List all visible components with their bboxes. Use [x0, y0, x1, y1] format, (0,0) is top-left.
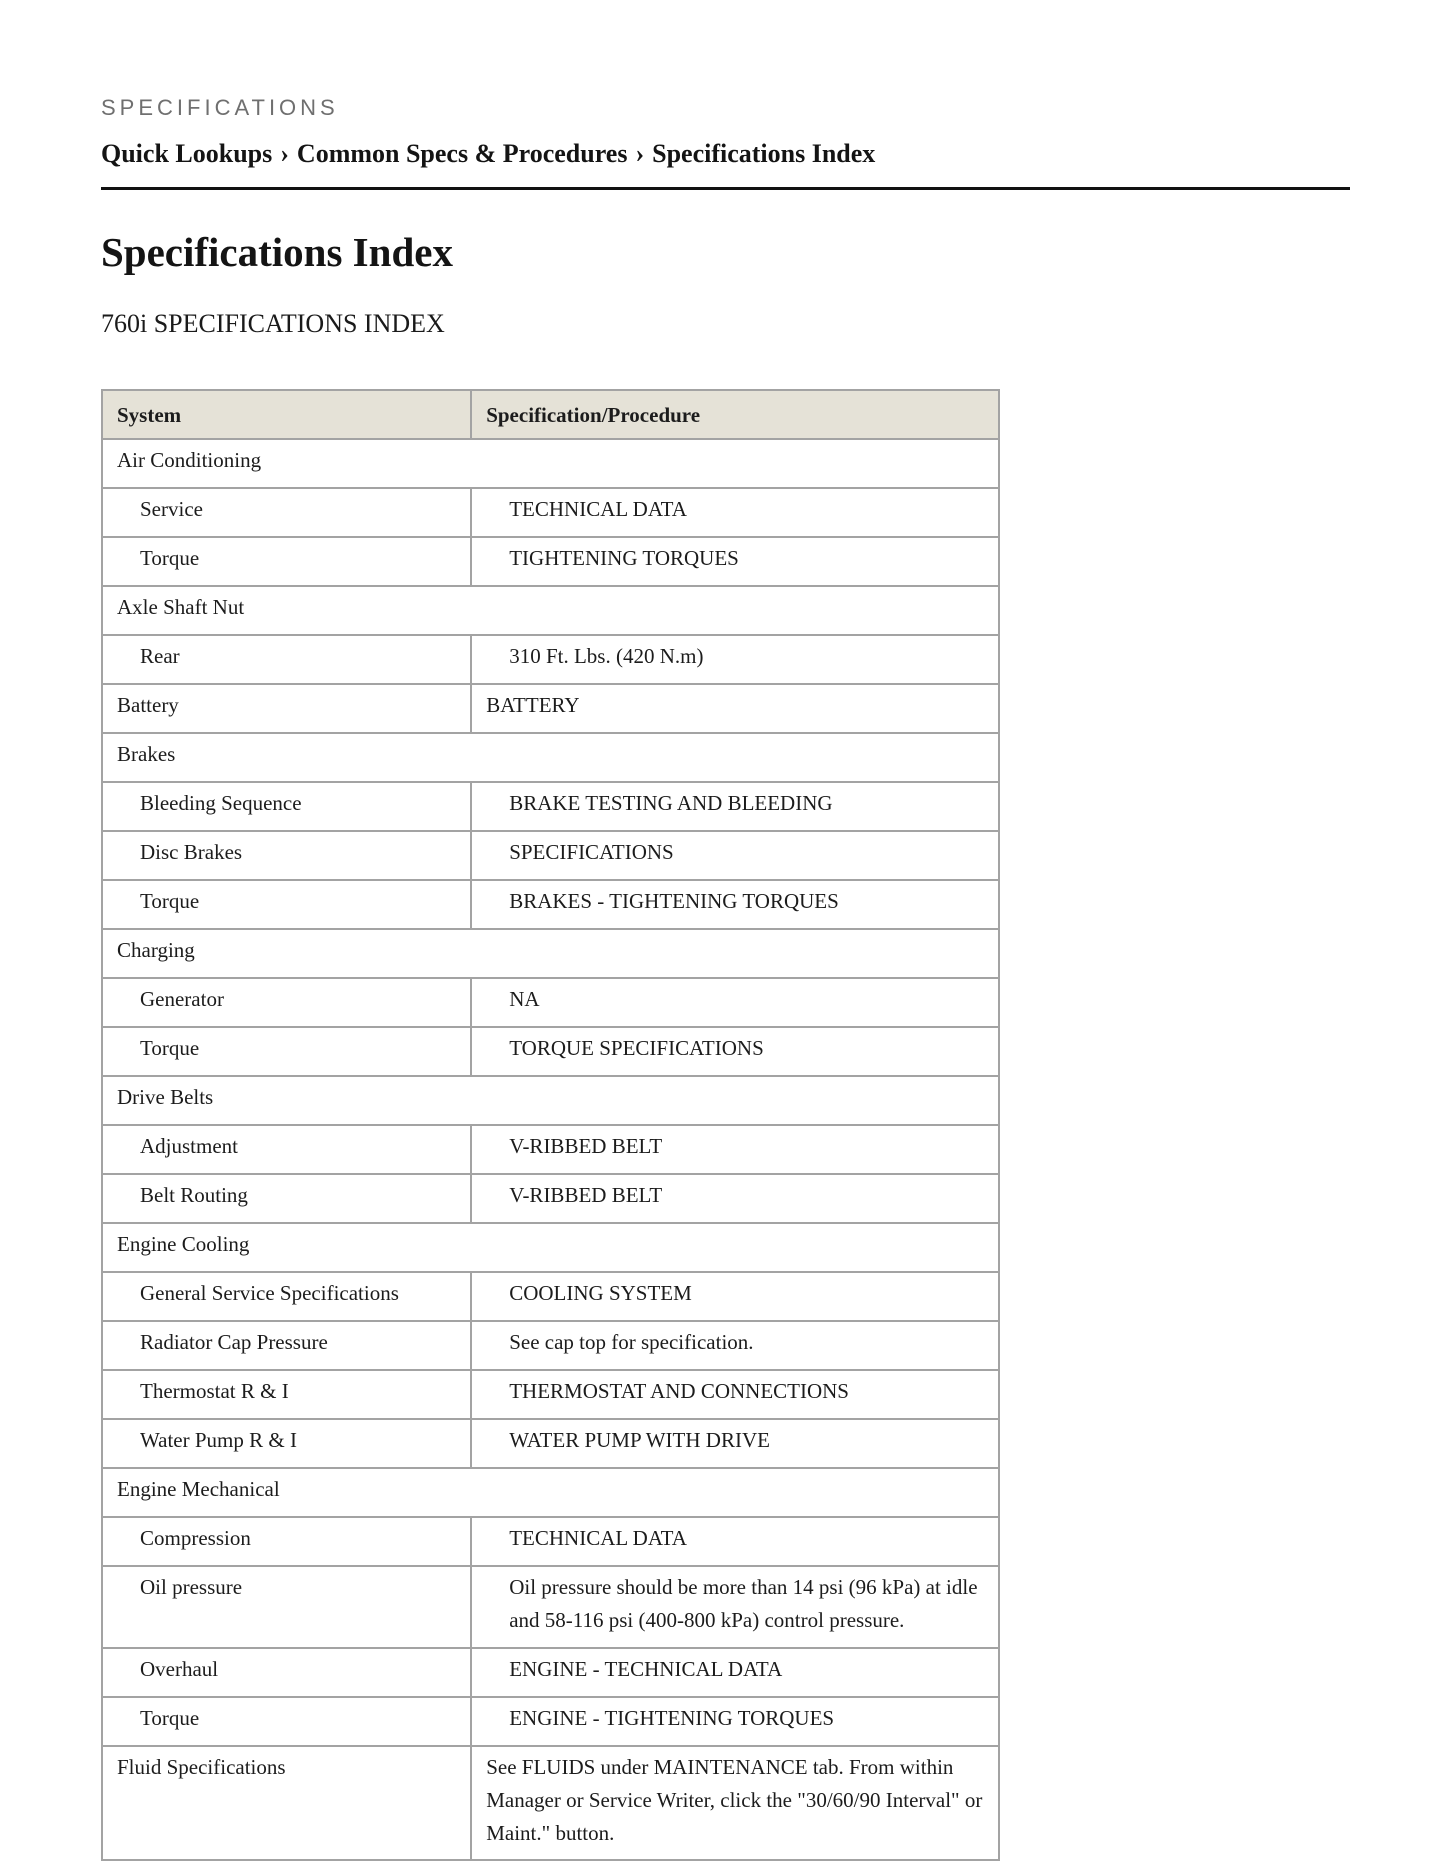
table-row [102, 684, 999, 733]
specification-cell: BATTERY [471, 684, 999, 733]
group-label: Engine Mechanical [102, 1468, 999, 1517]
system-cell: General Service Specifications [102, 1272, 471, 1321]
system-cell: Water Pump R & I [102, 1419, 471, 1468]
table-row [102, 635, 999, 684]
breadcrumb-separator: › [635, 139, 645, 168]
specifications-table [101, 389, 1000, 1861]
column-header-system: System [102, 390, 471, 439]
specification-cell: V-RIBBED BELT [471, 1174, 999, 1223]
table-body [102, 439, 999, 1860]
column-header-specification: Specification/Procedure [471, 390, 999, 439]
specification-cell: ENGINE - TIGHTENING TORQUES [471, 1697, 999, 1746]
table-row [102, 1272, 999, 1321]
table-row [102, 1566, 999, 1648]
system-cell: Torque [102, 537, 471, 586]
system-cell: Torque [102, 1027, 471, 1076]
group-label: Air Conditioning [102, 439, 999, 488]
table-row [102, 880, 999, 929]
specification-cell: WATER PUMP WITH DRIVE [471, 1419, 999, 1468]
page-subtitle: 760i SPECIFICATIONS INDEX [101, 309, 445, 338]
system-cell: Battery [102, 684, 471, 733]
table-row [102, 1419, 999, 1468]
table-row [102, 1517, 999, 1566]
table-row [102, 488, 999, 537]
table-group-row [102, 1076, 999, 1125]
system-cell: Belt Routing [102, 1174, 471, 1223]
table-row [102, 1370, 999, 1419]
table-group-row [102, 1468, 999, 1517]
specification-cell: COOLING SYSTEM [471, 1272, 999, 1321]
specification-cell: 310 Ft. Lbs. (420 N.m) [471, 635, 999, 684]
table-row [102, 1648, 999, 1697]
group-label: Drive Belts [102, 1076, 999, 1125]
system-cell: Torque [102, 880, 471, 929]
table-group-row [102, 439, 999, 488]
table-row [102, 1125, 999, 1174]
page-title: Specifications Index [101, 229, 453, 275]
specification-cell: TECHNICAL DATA [471, 488, 999, 537]
table-row [102, 782, 999, 831]
table-group-row [102, 1223, 999, 1272]
system-cell: Torque [102, 1697, 471, 1746]
table-row [102, 1027, 999, 1076]
system-cell: Fluid Specifications [102, 1746, 471, 1860]
table-row [102, 1321, 999, 1370]
system-cell: Bleeding Sequence [102, 782, 471, 831]
specification-cell: Oil pressure should be more than 14 psi (96 kPa) at idle and 58-116 psi (400-800 kPa) control pressure. [471, 1566, 999, 1648]
table-header-row [102, 390, 999, 439]
table-group-row [102, 929, 999, 978]
table-group-row [102, 586, 999, 635]
system-cell: Disc Brakes [102, 831, 471, 880]
specification-cell: TORQUE SPECIFICATIONS [471, 1027, 999, 1076]
header-divider [101, 187, 1350, 190]
specification-cell: TIGHTENING TORQUES [471, 537, 999, 586]
specification-cell: See FLUIDS under MAINTENANCE tab. From within Manager or Service Writer, click the "30/60/90 Interval" or Maint." button. [471, 1746, 999, 1860]
system-cell: Oil pressure [102, 1566, 471, 1648]
specification-cell: See cap top for specification. [471, 1321, 999, 1370]
system-cell: Rear [102, 635, 471, 684]
table-group-row [102, 733, 999, 782]
table-row [102, 1746, 999, 1860]
breadcrumb-separator: › [280, 139, 289, 168]
system-cell: Service [102, 488, 471, 537]
system-cell: Generator [102, 978, 471, 1027]
specification-cell: BRAKES - TIGHTENING TORQUES [471, 880, 999, 929]
breadcrumb [101, 137, 875, 171]
table-row [102, 537, 999, 586]
group-label: Axle Shaft Nut [102, 586, 999, 635]
group-label: Engine Cooling [102, 1223, 999, 1272]
system-cell: Overhaul [102, 1648, 471, 1697]
specification-cell: SPECIFICATIONS [471, 831, 999, 880]
group-label: Brakes [102, 733, 999, 782]
system-cell: Adjustment [102, 1125, 471, 1174]
table-row [102, 1697, 999, 1746]
table-row [102, 1174, 999, 1223]
system-cell: Radiator Cap Pressure [102, 1321, 471, 1370]
specification-cell: V-RIBBED BELT [471, 1125, 999, 1174]
breadcrumb-item-common-specs[interactable]: Common Specs & Procedures [296, 139, 628, 168]
specification-cell: THERMOSTAT AND CONNECTIONS [471, 1370, 999, 1419]
table-row [102, 831, 999, 880]
breadcrumb-item-quick-lookups[interactable]: Quick Lookups [101, 139, 273, 168]
specification-cell: TECHNICAL DATA [471, 1517, 999, 1566]
group-label: Charging [102, 929, 999, 978]
table-row [102, 978, 999, 1027]
specification-cell: ENGINE - TECHNICAL DATA [471, 1648, 999, 1697]
specification-cell: NA [471, 978, 999, 1027]
breadcrumb-item-specifications-index: Specifications Index [652, 139, 876, 168]
section-label: SPECIFICATIONS [101, 95, 339, 120]
system-cell: Compression [102, 1517, 471, 1566]
system-cell: Thermostat R & I [102, 1370, 471, 1419]
specification-cell: BRAKE TESTING AND BLEEDING [471, 782, 999, 831]
